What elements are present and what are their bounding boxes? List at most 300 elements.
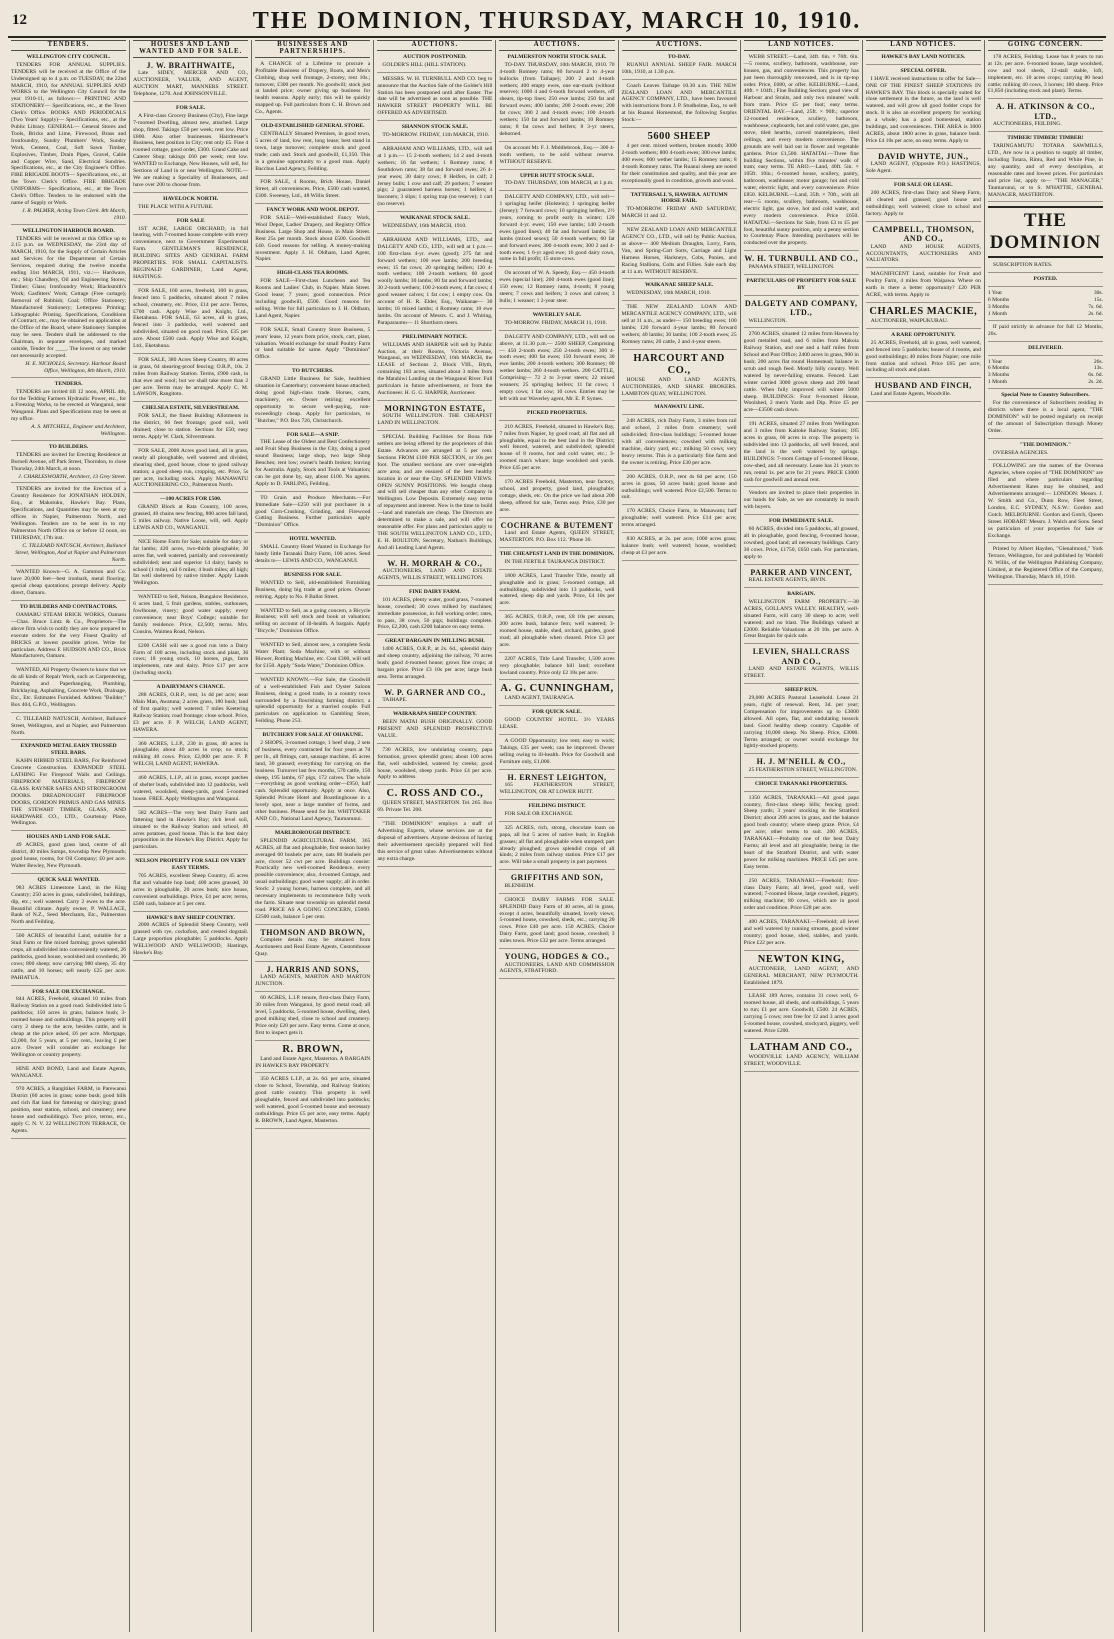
advertisement [255,965,370,992]
advertisement [255,495,370,534]
advertisement [11,834,126,874]
ad-body: TO-MORROW. FRIDAY, 11th MARCH, 1910. [382,132,490,139]
ad-body: 250 ACRES, TARANAKI.—Freehold; first-class Dairy Farm; all level, good soil, well watered; 7-roomed House, large cowshed, piggery, milking machine; 80 cows, which are in good order and condition. Price £28 per acre. [743,877,859,912]
advertisement [377,788,492,818]
ad-heading: FINE DAIRY FARM. [408,588,461,595]
rate-period: 3 Months [987,372,1010,379]
ad-body: For the convenience of Subscribers residing in districts where there is a local agent, "THE DOMINION" will be posted regularly on receipt of the amount of Subscription through Money Order. [987,400,1103,434]
advertisement [377,76,492,121]
ad-heading: WELLINGTON HARBOUR BOARD. [22,227,115,234]
ad-body: WILLIAMS AND HARPER will sell by Public Auction, at their Rooms, Victoria Avenue, Wanganui, on WEDNESDAY, 16th MARCH, the LEASE of Sections 2, Block VIII., Blyth, containing 183 acres, situated about 3 miles from the Matahiwi Landing on the Wanganui River. Full particulars in future advertisement, or from the Auctioneer. H. G. G. HARPER, Auctioneer. [377,341,493,396]
ad-body: 170 ACRES, Choice Farm, in Manawatu; half ploughable; well watered. Price £14 per acre; terms arranged. [621,508,737,529]
ad-body: TO Grain and Produce Merchants.—For Immediate Sale—£250 will put purchaser in a good Corn-Crushing, Grinding, and Firewood Cutting Business. Further particulars apply "Dominion" Office. [255,494,371,529]
ad-body: 29,000 ACRES Pastoral Leasehold. Lease 21 years, right of renewal. Rent, 3d. per year; Compensation for improvements up to £3000 allowed. All open, flat, and undulating tussock land. Good healthy sheep country. Capable of carrying 10,000 sheep. No Sheep. Price, £3000. Terms arranged; or owner would exchange for lightly-stocked property. [743,695,859,750]
advertisement [622,192,737,225]
ad-body: 178 ACRES, Feilding. Lease has 8 years to run at 12s. per acre. 6-roomed house, large woolshed, cow and tool sheds, 12-stall stable, loft, implement, etc. 10 acres crops; carrying 80 head cattle; milking 40 cows, 3 horses; 180 sheep. Price £1,850 (including stock and plant). Terms. [987,53,1103,95]
advertisement [255,123,370,176]
advertisement [744,687,859,754]
rate-row [988,359,1103,366]
advertisement [11,933,126,985]
advertisement [744,278,859,296]
advertisement [255,608,370,640]
ad-body: TO-MORROW. FRIDAY, MARCH 11, 1910. [504,319,607,326]
ad-body: WEDNESDAY, 16th MARCH, 1910. [382,223,467,230]
advertisement [133,196,248,215]
ad-signature: J. CHARLESWORTH, Architect, 13 Grey Street. [18,473,127,480]
advertisement [255,1076,370,1128]
column-heading: LAND NOTICES. [866,40,981,51]
ad-body: AUCTIONEERS, LAND AND COMMISSION AGENTS, STRATFORD. [499,961,615,975]
column-3 [252,40,374,1632]
advertisement [499,952,614,979]
ad-body: WANTED to Sell, Nelson, Bungalow Residence, 6 acres land, 5 fruit gardens, stables, outhouses, fowlhouse, vinery; good water supply; every convenience; near Boys' College; suitable for family residence. Price, £2,500; terms. Mrs. Cousins, Waimea Road, Nelson. [133,594,249,635]
ad-body: THE Lease of the Oldest and Best Confectionery and Fruit Shop Business in the City, doing a good sound Business; large shop, two large Shop Benches; rent low; owner's health broken; leaving for Australia. Apply, Stock and Tools at Valuation; can be got done by, say, about £100. No agents. Apply to D. FARLING, Feilding. [255,439,371,487]
rate-period: 1 Year [987,358,1003,365]
ad-body: REAL ESTATE AGENTS, IRVIN. [748,577,827,584]
advertisement [133,496,248,536]
advertisement [377,589,492,635]
advertisement [255,207,370,267]
ad-body: Complete details may be obtained from Auctioneers and Real Estate Agents, Customhouse Quay. [255,937,371,957]
ad-body: FOR SALE—First-class Luncheon and Tea Rooms and Ladies' Club, in Napier. Main Street. Good lease; 7 years; good connection. Price including goodwill, £500. Good reasons for selling. Write for full particulars to J. H. Oldham, Land Agent, Napier. [255,278,371,319]
column-1 [8,40,130,1632]
advertisement [622,227,737,279]
advertisement [255,368,370,428]
ad-heading: BUTCHERY FOR SALE AT OHAKUNE. [262,732,364,739]
ad-body: SOUTH WELLINGTON. THE CHEAPEST LAND IN WELLINGTON. [377,413,493,427]
advertisement [11,604,126,664]
ad-body: HINE AND BOND, Land and Estate Agents, WANGANUI. [11,1065,127,1079]
advertisement [133,684,248,737]
ad-body: TENDERS FOR ANNUAL SUPPLIES. TENDERS will be received at the Office of the Undersigned up to 4 p.m. on TUESDAY, the 22nd MARCH, 1910, for ANNUAL SUPPLIES AND WORKS to the Wellington City Council for the year 1910-11, as follows:— PRINTING AND STATIONERY— Specifications, etc., at the Town Clerk's Office. BOOKS AND PERIODICALS (Two Years' Supply)— Specifications, etc., at the Public Library. GENERAL— General Stores and Tools, Bricks and Lime, Firewood, Brass and Ironfoundry, Sundry Plumbers' Work, Sundry Work, Cement, Coal, Soft Sawn Timber, Explosives, Timber, Drain Pipes, Gravel, Cable and Copper Wire, Sand, Electrical Sundries. Specifications, etc., at the City Engineer's Office. FIRE BRIGADE BOOTS— Specifications, etc., at the Town Clerk's Office. FIRE BRIGADE UNIFORMS— Specifications, etc., at the Town Clerk's Office. Tenders to be endorsed with the name of Supply or Work. [11,61,127,206]
ad-body: WANTED to Sell, almost new, a complete Soda Water Plant; Soda Machine, with or without Blower, Bottling Machine, etc. Cost £300, will sell for £150. Apply "Soda Water," Dominion Office. [255,642,371,669]
ad-body: Late SIDEY, MERCER AND CO., AUCTIONEER, VALUER, AND AGENT, AUCTION MART, MANNERS STREET. Telephone, 1270. And JOHNSONVILLE. [133,70,249,98]
ad-body: Land and Estate Agents, Woodville. [870,390,951,397]
ad-body: 582 ACRES—The very best Dairy Farm and fattening land in Hawke's Bay; rich level soil, situated to the Railway Station and school, 40 acres potatoes, good house. This is the best dairy proposition in the Hawke's Bay District. Apply for particulars. [133,809,249,851]
ad-heading: FOR SALE. [176,104,206,111]
ad-body: FOR SALE, 2000 Acres good land, all in grass, nearly all ploughable, well watered and divided, shearing shed, good house, close to good railway station; a good sheep run, cropping, etc. Price, 5s per acre, including stock. Apply MANAWATU AUCTIONEERING CO., Palmerston North. [133,447,249,489]
ad-body: BEEN MATAI BUSH ORIGINALLY. GOOD PRESENT AND SPLENDID PROSPECTIVE VALUE. [377,719,493,739]
advertisement [744,331,859,418]
advertisement [11,989,126,1063]
advertisement [133,405,248,445]
ad-body: Coach Leaves Taihape 10.30 a.m. THE NEW ZEALAND LOAN AND MERCANTILE AGENCY COMPANY, LTD., have been favoured with instructions from J. P. Studholme, Esq., to sell at his Ruanui Homestead, the following Surplus Stock:— [621,82,737,124]
advertisement [744,781,859,792]
advertisement [988,463,1103,543]
ad-signature: H. E. NICHOLLS, Secretary. Harbour Board Office, Wellington, 8th March, 1910. [25,360,127,374]
advertisement [866,68,981,149]
ad-body: 248 ACRES, rich Dairy Farm, 3 miles from rail and school, 2 miles from creamery; well subdivided; first-class buildings; 5-roomed house with all conveniences; cowshed with milking machine, dairy yard, etc.; milking 50 cows; very heavy returns. This is a particularly fine farm and the owner is retiring. Price £30 per acre. [621,418,737,466]
advertisement [622,536,737,561]
ad-body: Printed by Albert Hayden, "Glenalmond," York Terrace, Wellington, for and published by Wardell N. Willis, of the Wellington Publishing Company, Limited, at the Registered Office of the Company, Wellington. Thursday, March 10, 1910. [987,546,1103,581]
advertisement [133,858,248,911]
advertisement [744,490,859,515]
ad-heading: BUSINESS FOR SALE. [283,571,342,578]
advertisement [744,954,859,991]
advertiser-name: C. ROSS AND CO., [386,788,484,800]
advertisement [11,486,126,566]
ad-body: 1400 ACRES, O.R.P., at 2s. 6d., splendid dairy and sheep country, adjoining the railway, 70 acres bush; good 4-roomed house; grows fine crops; at bargain price. Price £3 10s per acre; large bush area. Terms arranged. [377,646,493,680]
rate-period: 1 Month [987,310,1007,317]
ad-heading: "THE DOMINION." [1019,441,1072,448]
advertiser-name: A. H. ATKINSON & CO., LTD., [996,102,1095,121]
advertisement [866,54,981,65]
ad-heading: QUICK SALE WANTED. [37,876,100,883]
ad-heading: —100 ACRES FOR £500. [160,496,222,503]
advertisement [499,145,614,170]
ad-body: FOR SALE, 160 acres, freehold, 100 in grass, fenced into 5 paddocks, situated about 7 miles school, creamery, etc. Price, £14 per acre. Terms, £700 cash. Apply Wise and Knight, Ltd., Eketahuna. FOR SALE, 63 acres, all in grass, fenced into 3 paddocks, well watered and subdivided, situated on good road. Price, £35 per acre. About £500 cash. Apply Wise and Knight, Ltd., Eketahuna. [133,287,249,350]
ad-body: 191 ACRES, situated 27 miles from Wellington and 3 miles from Kaitoke Railway Station; 185 acres in grass, 60 acres in crop. The property is subdivided into 13 paddocks, all well fenced, and the land is the well watered by springs. BUILDINGS: 7-room Cottage of 5-roomed House, cow-shed, and all necessary. Lease has 21 years to run, rental 1s. per acre for 21 years. PRICE £3000 cash for goodwill and annual rent. [743,421,859,483]
advertisement [133,741,248,773]
advertisement [744,795,859,875]
ad-body: 2760 ACRES, situated 12 miles from Hawera by good metalled road, and 6 miles from Makoia Railway Station, and one and a half miles from School and Post Office; 2400 acres in grass, 900 in bush; 200 acres flat round Homestead; balance in scrub and rough feed. Mostly hilly country. Well watered by never-failing streams. Fenced. Last winter carried 3000 grown sheep and 200 head cattle. When fully improved will winter 5000 sheep. BUILDINGS: Four 8-roomed House, Woolshed, 2 men's Yards and Dip. Price £5 per acre—£3500 cash down. [743,331,859,414]
ad-heading: HAWKE'S BAY LAND NOTICES. [881,53,966,60]
ad-body: WANTED to Sell, old-established Furnishing Business, doing big trade at good prices. Owner retiring. Apply to No. 8 Ballot Street. [255,579,371,600]
ad-body: KAHN RIBBED STEEL BARS, For Reinforced Concrete Construction. EXPANDED STEEL LATHING For Fireproof Walls and Ceilings. FIREPROOF MATERIALS, FIREPROOF GLASS. RAYNER SAFES AND STRONGROOM DOORS. DREADNOUGHT FIREPROOF DOORS, GORDON PRIMUS AND GAS MINES. THE STEWART TIMBER, GLASS, AND HARDWARE CO., LTD., Courtenay Place, Wellington. [11,758,127,827]
ad-heading: UPPER HUTT STOCK SALE. [519,172,595,179]
ad-body: 200 ACRES, first-class Dairy and Sheep Farm, all cleared and grassed; good house and outbuildings; well watered; close to school and factory. Apply to [865,190,981,217]
advertisement [377,404,492,431]
ad-body: ABRAHAM AND WILLIAMS, LTD., will sell at 1 p.m.— 15 2-tooth wethers; 14 2 and 4-tooth wethers; 16 fat wethers; 1 Romney rams; 8 Southdown rams; 38 fat and forward ewes; 26 4-year ewes; 30 dairy cows; 8 Heifers, in calf; 2 Jersey bulls; 1 cow and calf; 29 porkers; 7 weaner pigs; 2 guaranteed harness horses; 1 heifers; 4 baconers; 3 slips; 1 spring trap (no reserve); 1 cart (no reserve). [377,145,493,208]
ad-body: GRAND Little Business for Sale, healthiest situation in Canterbury; convenient house attached; doing good high-class trade. Horses, carts, machinery, etc. Owner retiring; excellent opportunity to secure well-paying, non-exceedingly cheap. Apply for particulars, to "Butcher," P.O. Box 726, Christchurch. [255,376,371,424]
ad-body: FOR SALE OR EXCHANGE. [504,810,574,817]
advertisement [255,642,370,674]
ad-body: 288 ACRES, O.R.P., rent, 1s 4d per acre; near Main Man, Awatuna; 2 acres grass, 180 bush; land of first quality; well watered; 7 miles Keetering Railway Station; road frontage; close school. Price, £3 per acre. F. P. WELCH, LAND AGENT, HAWERA. [133,692,249,733]
advertiser-name: HUSBAND AND FINCH, [874,381,972,391]
advertiser-name: NEWTON KING, [757,953,845,965]
ad-body: LAND AGENT, TAURANGA. [504,695,575,702]
ad-signature: C. TILLEARD NATUSCH, Architect, Balluncé Street, Wellington, And at Napier and Palmerston North. [15,542,127,563]
advertisement [133,288,248,354]
masthead [8,6,1106,38]
advertisement [622,131,737,188]
advertisement [377,237,492,331]
ad-heading: TATTERSALL'S, HAWERA. AUTUMN HORSE FAIR. [630,191,728,205]
advertiser-name: MORNINGTON ESTATE, [384,403,486,413]
ad-heading: FOR IMMEDIATE SALE. [769,518,834,525]
advertisement [133,775,248,807]
ad-heading: DELIVERED. [1028,344,1063,351]
ad-body: GRAND Block at Rata Country, 100 acres, grassed, 40 chains new fencing, 800 acres fall land, 5 miles railway. Native Loose, will, sell. Apply LEWIS AND CO., WANGANUI. [133,504,249,531]
advertisement [133,915,248,961]
ad-body: MESSRS. W. H. TURNBULL AND CO. beg to announce that the Auction Sale of the Golder's Hill Station has been postponed until after Easter. The date will be advertised as soon as possible. THE HAWKER STREET PROPERTY WILL BE OFFERED AS ADVERTISED. [377,75,493,117]
rate-period: 1 Year [987,290,1003,297]
column-5 [496,40,618,1632]
advertisement [255,928,370,962]
ad-heading: TIMBER! TIMBER! TIMBER! [1007,135,1084,142]
rate-period: 3 Months [987,304,1010,311]
ad-body: LEASE 189 Acres, contains 31 cows well, 6-roomed house, all sheds, and outbuildings, 5 years to run; £1 per acre. Goodwill, £500. 24 ACRES, carrying 5 cows; rent free for 12 and 3 acres good 5-roomed house, cowshed, stockyard, piggery, well watered. Price £200. [743,993,859,1034]
advertisement [133,594,248,639]
column-2 [130,40,252,1632]
advertisement [11,877,126,930]
ad-body: 210 ACRES, Freehold, situated in Hawke's Bay, 7 miles from Napier, by good road; all flat and all ploughable, equal to the best land in the District; well fenced, watered, and subdivided; splendid house of 8 rooms, hot and cold water, etc.; 3-roomed man's whare; large woolshed and yards. Price £45 per acre. [499,423,615,472]
advertisement [744,54,859,251]
advertisement [744,647,859,684]
advertisement [499,521,614,548]
advertiser-name: J. W. BRAITHWAITE, [146,60,235,70]
advertisement [744,591,859,644]
ad-body: 60 ACRES, L.I.P. tenure, first-class Dairy Farm, 30 miles from Wanganui, by good metal road; all level, 5 paddocks, 5-roomed house, dwelling, shed, good milking shed, close to school and creamery. Price only £20 per acre. Easy terms. Come at once, first to inspect gets it. [255,995,371,1036]
ad-heading: PICKED PROPERTIES. [526,409,588,416]
ad-body: 101 ACRES, plenty water, good grass, 7-roomed house, cowshed; 30 cows milked by machines; immediate possession, in full working order; rates, to pass, 38 cows, 50 pigs; buildings complete. Price, £2,200, cash £200 balance on easy terms. [377,596,493,631]
ad-body: FOLLOWING are the names of the Oversea Agencies, where copies of "THE DOMINION" are filed and where particulars regarding Advertisement Rates may be obtained, and Advertisements arranged:— LONDON: Messrs. J. W. Smith and Co., Dunn Row, Fleet Street, London, E.C. SYDNEY, N.S.W.: Gordon and Gotch. MELBOURNE: Gordon and Gotch, Queen Street. HOBART: Messrs. J. Walch and Sons. Send us particulars of your properties for Sale or Exchange. [987,463,1103,539]
advertisement [988,442,1103,461]
ad-body: LAND AGENT, (Opposite P.O.) HASTINGS, Sole Agent. [865,161,981,175]
advertisement [255,830,370,925]
ad-body: WEDNESDAY, 16th MARCH, 1910. [626,290,711,297]
ad-heading: HIGH-CLASS TEA ROOMS. [277,270,349,277]
advertisement [622,83,737,128]
ad-heading: WAVERLEY SALE. [532,311,582,318]
ad-heading: WAIKANAE STOCK SALE. [400,215,470,222]
advertisement [744,919,859,951]
advertiser-name: W. H. MORRAH & CO., [387,558,483,568]
advertisement [11,1086,126,1138]
column-heading: AUCTIONS. [622,40,737,51]
ad-body: FOR SALE, Small Country Store Business, 5 years' lease, 12 years from price, stock, cart, plant, valuation. Would exchange for small Poultry Farm or land suitable for same. Apply "Dominion" Office. [255,326,371,361]
ad-body: 460 ACRES, L.I.P., all in grass, except patches of shelter bush, subdivided into 12 paddocks, well watered, woolshed, sheep-yards, good 5-roomed house. FREE. Apply Wellington and Wanganui. [133,775,249,802]
rate-price: 26s. [1093,358,1103,365]
advertisement [499,334,614,407]
advertiser-name: GRIFFITHS AND SON, [510,873,604,883]
advertiser-name: DAVID WHYTE, JUN., [878,151,969,161]
ad-body: 49 ACRES, good grass land, centre of all district, 40 miles Sumps, township New Plymouth; good house, rooms, for Oil Company; £0 per acre. Walter Bewley, New Plymouth. [11,842,127,869]
ad-body: 730 ACRES, low undulating country, papa formation, grows splendid grass; about 100 acres flat, well subdivided, watered by creeks; good house, woolshed, sheep yards. Price £4 per acre. Apply to address. [377,746,493,781]
ad-body: NEW ZEALAND LOAN AND MERCANTILE AGENCY CO., LTD., will sell by Public Auction, as above— 400 Medium Draughts, Lorry, Farm, Van, and Spring-Cart Sorts, Carriage and Light Harness Horses, Hackneys, Cobs, Ponies, and Racing Stallions, Colts and Fillies. Sale each day at 11 a.m. WITHOUT RESERVE. [621,227,737,275]
advertiser-name: YOUNG, HODGES & CO., [504,952,610,962]
advertisement [744,1042,859,1072]
advertisement [133,105,248,193]
advertisement [255,995,370,1040]
ad-body: If paid strictly in advance for full 12 Months, 26s. [987,323,1103,337]
advertisement [377,711,492,744]
ad-body: Land and Estate Agents, QUEEN STREET, MASTERTON. P.O. Box 112. 'Phone 30. [499,530,615,543]
ad-heading: SHEEP RUN. [784,687,818,694]
ad-body: 60 ACRES, divided into 5 paddocks, all grassed, all in ploughable, good fencing, 6-roomed house, cowshed, good land; all necessary buildings. Carry 30 cows. Price, £1750, £650 cash. For particulars, apply to [743,526,859,560]
ad-body: AUCTIONEER, LAND AGENT, AND GENERAL MERCHANT, NEW PLYMOUTH. Established 1879. [743,965,859,986]
column-9 [985,40,1106,1632]
advertiser-name: THOMSON AND BROWN, [260,927,366,937]
advertisement [499,270,614,309]
rate-price: 15s. [1093,297,1103,304]
advertiser-name: H. J. M'NEILL & CO., [756,757,846,767]
advertisement [255,179,370,204]
ad-heading: THE CHEAPEST LAND IN THE DOMINION. [499,550,615,557]
advertisement [377,146,492,212]
column-heading: LAND NOTICES. [744,40,859,51]
ad-heading: TO-DAY. [667,53,691,60]
advertisement [744,757,859,777]
advertisement [377,215,492,234]
dominion-logo: THE DOMINION [988,206,1103,258]
ad-heading: FOR SALE OR LEASE. [893,182,953,189]
column-heading: GOING CONCERN. [988,40,1103,51]
ad-body: On account Mr. F. J. Middlebrook, Esq.— 300 4-tooth wethers, to be sold without reserve. WITHOUT RESERVE. [499,144,615,165]
advertisement [622,418,737,470]
ad-heading: SPECIAL OFFER. [900,67,947,74]
column-heading: AUCTIONS. [499,40,614,51]
ad-body: OVERSEA AGENCIES. [992,449,1049,456]
ad-heading: CHOICE TARANAKI PROPERTIES. [755,780,848,787]
advertisement [866,152,981,179]
advertisement [622,54,737,80]
ad-body: TO-DAY. THURSDAY, 10th MARCH, at 1 p.m. [504,180,614,187]
ad-body: IN THE FERTILE TAURANGA DISTRICT. [504,558,606,565]
ad-heading: TO BUTCHERS. [291,368,334,375]
advertisement [499,54,614,142]
advertisement [255,1044,370,1074]
advertisement [11,381,126,441]
advertisement [11,667,126,712]
rate-price: 6s. 6d. [1088,372,1103,379]
ad-heading: GREAT BARGAIN IN MILLING BUSH. [385,638,485,645]
ad-heading: MARLBOROUGH DISTRICT. [274,829,351,836]
ad-body: DALGETY AND COMPANY, LTD., will sell on above, at 11.30 p.m.— 2500 SHEEP, Comprising— 450 2-tooth ewes; 250 2-tooth ewes; 300 4-tooth ewes; 400 fat ewes; 150 forward ewes; 30 ewe lambs; 200 4-tooth wethers; 300 Romney; 80 wether lambs; 260 4-tooth wethers. 200 CATTLE, Comprising— 72 2 to 3-year steers; 22 mixed weaners; 25 springing heifers; 11 fat cows; 1 empty cows; 1 fat cow; 10 cows. Entries may be left with our Waverley agent, Mr. E. P. Symes. [499,333,615,402]
ad-body: SMALL Country Hotel Wanted in Exchange for handy little Taranaki Dairy Farm, 100 acres. Send details to— LEWIS AND CO., WANGANUI. [255,544,371,564]
ad-body: 844 ACRES, Freehold, situated 10 miles from Railway Station on a good road. Subdivided into 5 paddocks; 150 acres in grass, balance bush; 3-roomed house and outbuildings. This property will carry 2 sheep to the acre, besides cattle, and is cheap at the price asked, £6 per acre. Mortgage, £2,000, for 5 years, at 5 per cent., leaving £ per acre. Owner will consider an exchange for Wellington or country property. [11,996,127,1058]
ad-body: FOR SALE—Well-established Fancy Work, Wool Depot, Ladies' Drapery, and Registry Office Business. Large Shop and House, in Main Street. Rent 25s per month. Stock about £500. Goodwill £40. Good reasons for selling. A money-making investment. Apply J. H. Oldham, Land Agent, Napier. [255,215,371,263]
advertisement [499,479,614,518]
advertiser-name: R. BROWN, [282,1043,344,1055]
column-heading: TENDERS. [11,40,126,51]
ad-heading: WAIKANAE SHEEP SALE. [644,282,714,289]
rate-price: 2s. 6d. [1088,310,1103,317]
advertisement [133,810,248,855]
ad-body: QUEEN STREET, MASTERTON. Tel. 265. Box 69. Private Tel. 200. [377,800,493,814]
ad-heading: HAWKE'S BAY SHEEP COUNTRY. [146,914,235,921]
ad-heading: FANCY WORK AND WOOL DEPOT. [266,207,359,214]
column-heading: HOUSES AND LAND WANTED AND FOR SALE. [133,40,248,58]
ad-body: TARINGAMUTU TOTARA SAWMILLS, LTD., Are now in a position to supply all timber, including Totara, Rimu, Red and White Pine, in any quantity, and of every description, at reasonable rates and lowest prices. For particulars and price list, apply to— "THE MANAGER," Taumarunui, or to S. M'HATTIE, GENERAL MANAGER, MASTERTON. [987,143,1103,198]
advertiser-name: A. G. CUNNINGHAM, [500,683,614,695]
advertisement [499,873,614,893]
ad-signature: J. R. PALMER, Acting Town Clerk. 8th March, 1910. [22,207,127,221]
ad-body: 970 ACRES, a Rangitikei FARM, in Parewanui District (60 acres in grass; some bush; good hills and rich flat land for fattening or dairying; grand position, near station, school, and creamery; new house and outbuildings). Two price, terms, etc., apply C. N. V. 22 WELLINGTON TERRACE, Or Agents. [11,1086,127,1134]
ad-heading: WELLINGTON CITY COUNCIL. [26,53,111,60]
ad-body: TAIHAPE. [382,697,408,704]
newspaper-title: THE DOMINION, THURSDAY, MARCH 10, 1910. [252,8,862,34]
advertisement [499,173,614,192]
ad-body: LAND AND ESTATE AGENTS, WILLIS STREET. [743,666,859,680]
ad-body: BLENHEIM. [504,882,535,889]
ad-body: 983 ACRES Limestone Land, in the King Country; 250 acres in grass, subdivided, buildings, dip, etc.; well watered. Carry 2 ewes to the acre. Beautiful climate. Apply owner, P. WALLACE, Bank of N.Z., Seed Merchants, Etc., Palmerston North and Feilding. [11,884,127,926]
rate-row [988,379,1103,386]
ad-body: TO-DAY. THURSDAY, 10th MARCH, 1910. 70 4-tooth Romney rams; 80 forward 2 to 4-year bullocks (from Taihape); 200 2 and 4-tooth wethers; 400 empty ewes, one ear-mark (without reserve); 1000 4 and 6-tooth forward wethers, off shears, tip-top lines; 250 ewe lambs; 250 fat and forward ewes; 400 lambs; 200 2-tooth ewes; 200 fat cows; 300 2 and 4-tooth ewes; 100 4-tooth wethers; 150 fat and forward lambs; 10 Romney rams; 8 fat cows and heifers; 8 3-yr steers, dehorned. [499,61,615,137]
ad-body: A GOOD Opportunity; low rent; easy to work; Takings, £35 per week; can be improved. Owner selling owing to ill-health. Price for Goodwill and Furniture only, £1,000. [499,738,615,765]
advertisement [377,821,492,866]
advertisement [622,474,737,506]
ad-heading: TO BUILDERS. [48,443,89,450]
ad-signature: A. S. MITCHELL, Engineer and Architect, Wellington. [31,424,127,438]
advertisement [11,743,126,831]
advertisement [377,747,492,786]
advertiser-name: H. ERNEST LEIGHTON, [507,772,607,782]
ad-heading: PALMERSTON NORTH STOCK SALE. [507,53,607,60]
ad-body: AUCTIONEER, WAIPUKURAU. [870,317,949,324]
advertiser-name: J. HARRIS AND SONS, [266,964,359,974]
advertisement [988,54,1103,99]
advertisement [499,194,614,267]
advertisement [255,432,370,492]
ad-body: THE NEW ZEALAND LOAN AND MERCANTILE AGENCY COMPANY, LTD., will sell at 11 a.m., as under— 150 breeding ewes; 100 lambs; 120 forward 4-year lambs; 80 forward wethers; 40 lambs; 30 lambs; 100 2-tooth ewes; 25 Romney rams; 20 cattle, 2 and 4-year steers. [621,304,737,345]
ad-heading: TENDERS. [54,380,83,387]
ad-heading: FOR SALE—A SNIP. [286,431,339,438]
ad-body: LAND AND HOUSE AGENTS, ACCOUNTANTS, AUCTIONEERS AND VALUATORS. [865,243,981,264]
rate-row [988,304,1103,311]
ad-body: 705 ACRES, excellent Sheep Country, 45 acres flat and valuable hop land; 400 acres grassed, 30 acres in ploughable, 20 acres bush; nice house, convenient outbuildings. Price, £4 per acre; terms, £500 cash, balance at 5 per cent. [133,873,249,907]
ad-heading: FOR SALE [176,217,205,224]
ad-body: TENDERS will be received at this Office up to 2.15 p.m. on WEDNESDAY, the 23rd day of MARCH, 1910, for the Supply of Certain Articles and Services for the Department of Certain Services, required during the twelve months ending 31st MARCH, 1911, viz.:— Hardware, etc.; Ship Chandlery, Oil and Engineering Stores; Timber; Glass; Ironfoundry Work; Blacksmith's Work; Gasfitters' Work; Cottage (Free cartage); Removal of Rubbish; Coal; Office Stationery; Manufactured Stationery; Letterpress Printing; Lithographic Printing. Specifications, Conditions of Contract, etc., may be obtained on application at the Office of the Board, where Stationery Samples may be seen. Tenders shall be addressed to the Chairman, in separate envelopes, and marked outside, Tender for ____. The lowest or any tender not necessarily accepted. [11,235,127,359]
ad-body: WELLINGTON. [748,317,787,324]
advertisement [11,228,126,378]
ad-body: 365 ACRES, O.R.P., rent, £8 10s per annum, 200 acres bush, balance fern; well watered; 3-roomed house, stable, shed, orchard, garden, good road; all ploughable when cleared. Price £3 per acre. [499,614,615,648]
advertisement [866,182,981,222]
advertisement [377,124,492,143]
ad-heading: HOTEL WANTED. [289,536,337,543]
advertisement [255,536,370,569]
advertisement [866,271,981,303]
advertisement [11,54,126,225]
ad-body: On account of W. A. Speedy, Esq.— 450 4-tooth ewes (special line); 200 4-tooth ewes (good line); 150 ewes; 12 Romney rams, 4-tooth; 8 young steers; 7 cows and heifers; 3 cows and calves; 3 bulls; 1 weaner; 1 2-year steer. [499,270,615,304]
ad-body: HOUSE AND LAND AGENTS, AUCTIONEERS, AND SHARE BROKERS. LAMBTON QUAY, WELLINGTON. [621,376,737,397]
advertisement [499,551,614,570]
ad-body: 25 FEATHERSTON STREET, WELLINGTON. [748,766,858,773]
advertisement [377,688,492,708]
advertiser-name: LATHAM AND CO., [750,1041,853,1053]
advertisement [988,324,1103,342]
ad-body: THE PLACE WITH A FUTURE. [138,203,214,210]
advertisement [622,304,737,349]
advertiser-name: CHARLES MACKIE, [869,305,978,317]
advertisement [988,206,1103,273]
ad-heading: HAVELOCK NORTH. [163,195,219,202]
rate-price: 7s. 6d. [1088,304,1103,311]
advertisement [988,359,1103,390]
advertisement [377,334,492,401]
ad-body: GOOD COUNTRY HOTEL. 3½ YEARS LEASE. [499,717,615,731]
column-heading: BUSINESSES AND PARTNERSHIPS. [255,40,370,58]
ad-heading: PARTICULARS OF PROPERTY FOR SALE BY [746,277,857,291]
ad-heading: FEILDING DISTRICT. [528,803,586,810]
ad-heading: FOR SALE OR EXCHANGE. [32,988,105,995]
rate-price: 30s. [1093,290,1103,297]
ad-heading: Special Note to Country Subscribers. [1001,392,1090,399]
advertiser-name: HARCOURT AND CO., [633,352,725,376]
ad-body: SUBSCRIPTION RATES. [992,262,1053,269]
column-grid [8,40,1106,1632]
ad-body: MAGNIFICENT Land, suitable for Fruit and Poultry Farm, 4 miles from Waipawa. Where on earth is there a better opportunity? £20 PER ACRE, with terms. Apply to [865,271,981,299]
advertiser-name: W. H. TURNBULL AND CO., [744,254,859,264]
ad-body: 830 ACRES, at 2s. per acre, 1000 acres grass; balance bush; well watered; house, woolshed; cheap at £3 per acre. [621,536,737,556]
ad-heading: A RARE OPPORTUNITY. [891,331,956,338]
ad-body: OAMARU STEAM BRICK WORKS, Oamaru—Chas. Bruce Lintz & Co., Proprietors—The above firm wish to notify they are now prepared to execute orders for the very Finest Quality of BRICKS at lowest possible prices. Write for particulars. Address F. HUDSON AND CO., Brick Manufacturers, Oamaru. [11,611,127,660]
ad-body: 2207 ACRES, Title Land Transfer, 1,500 acres very ploughable; balance hill land; excellent lowland country. Price only £2 10s per acre. [499,655,615,676]
ad-body: DALGETY AND COMPANY, LTD., will sell— 1 springing heifer (Holstein); 1 springing heifer (Jersey); 7 forward cows; 10 springing heifers, 2½ years, coming to profit early in winter; 120 forward 4-yr. ewes; 150 ewe lambs; 140 2-tooth ewes (good lines); 40 fat and forward lambs; 50 lambs (mixed sexes); 50 4-tooth wethers; 60 fat and forward ewes; 300 4-tooth ewes; 300 2 and 4-tooth ewes; 1 6-yr aged ewe; 16 good dairy cows, some in full profit; 15 store cows. [499,194,615,263]
advertisement [499,738,614,770]
ad-heading: AUCTION POSTPONED. [403,53,467,60]
ad-body: CENTRALLY Situated Premises, in good town, 5 acres of land, low rent, long lease; best stand in town, large turnover; complete stock and good trade; cash and. Stock and goodwill, £1,350. This is a genuine opportunity to a good man. Apply Bacchus Land Agency, Feilding. [255,130,371,172]
ad-heading: MANAWATU LINE. [654,404,704,411]
ad-body: WELLINGTON FARM PROPERTY.—38 ACRES, GOLLAN'S VALLEY. HEALTHY, well-situated Farm, will carry 30 sheep to acre; well watered; and no blast. The Buildings valued at £2000. Reliable Valuations at 20 10s. per acre. A Great Bargain for quick sale. [743,598,859,640]
advertisement [744,878,859,917]
advertisement [499,424,614,476]
ad-body: TENDERS are invited for the Erection of a Country Residence for JONATHAN HOLDEN, Esq., at Makotuku, Hawke's Bay. Plans, Specifications, and Quantities may be seen at my offices in Napier, Palmerston North, and Wellington. Tenders are to be sent in to my Palmerston North Office on or before 12 noon, on THURSDAY, 17th inst. [11,486,127,541]
advertisement [255,61,370,120]
rate-price: 2s. 2d. [1088,379,1103,386]
advertisement [988,546,1103,585]
ad-heading: NELSON PROPERTY FOR SALE ON VERY EASY TERMS. [135,858,247,872]
